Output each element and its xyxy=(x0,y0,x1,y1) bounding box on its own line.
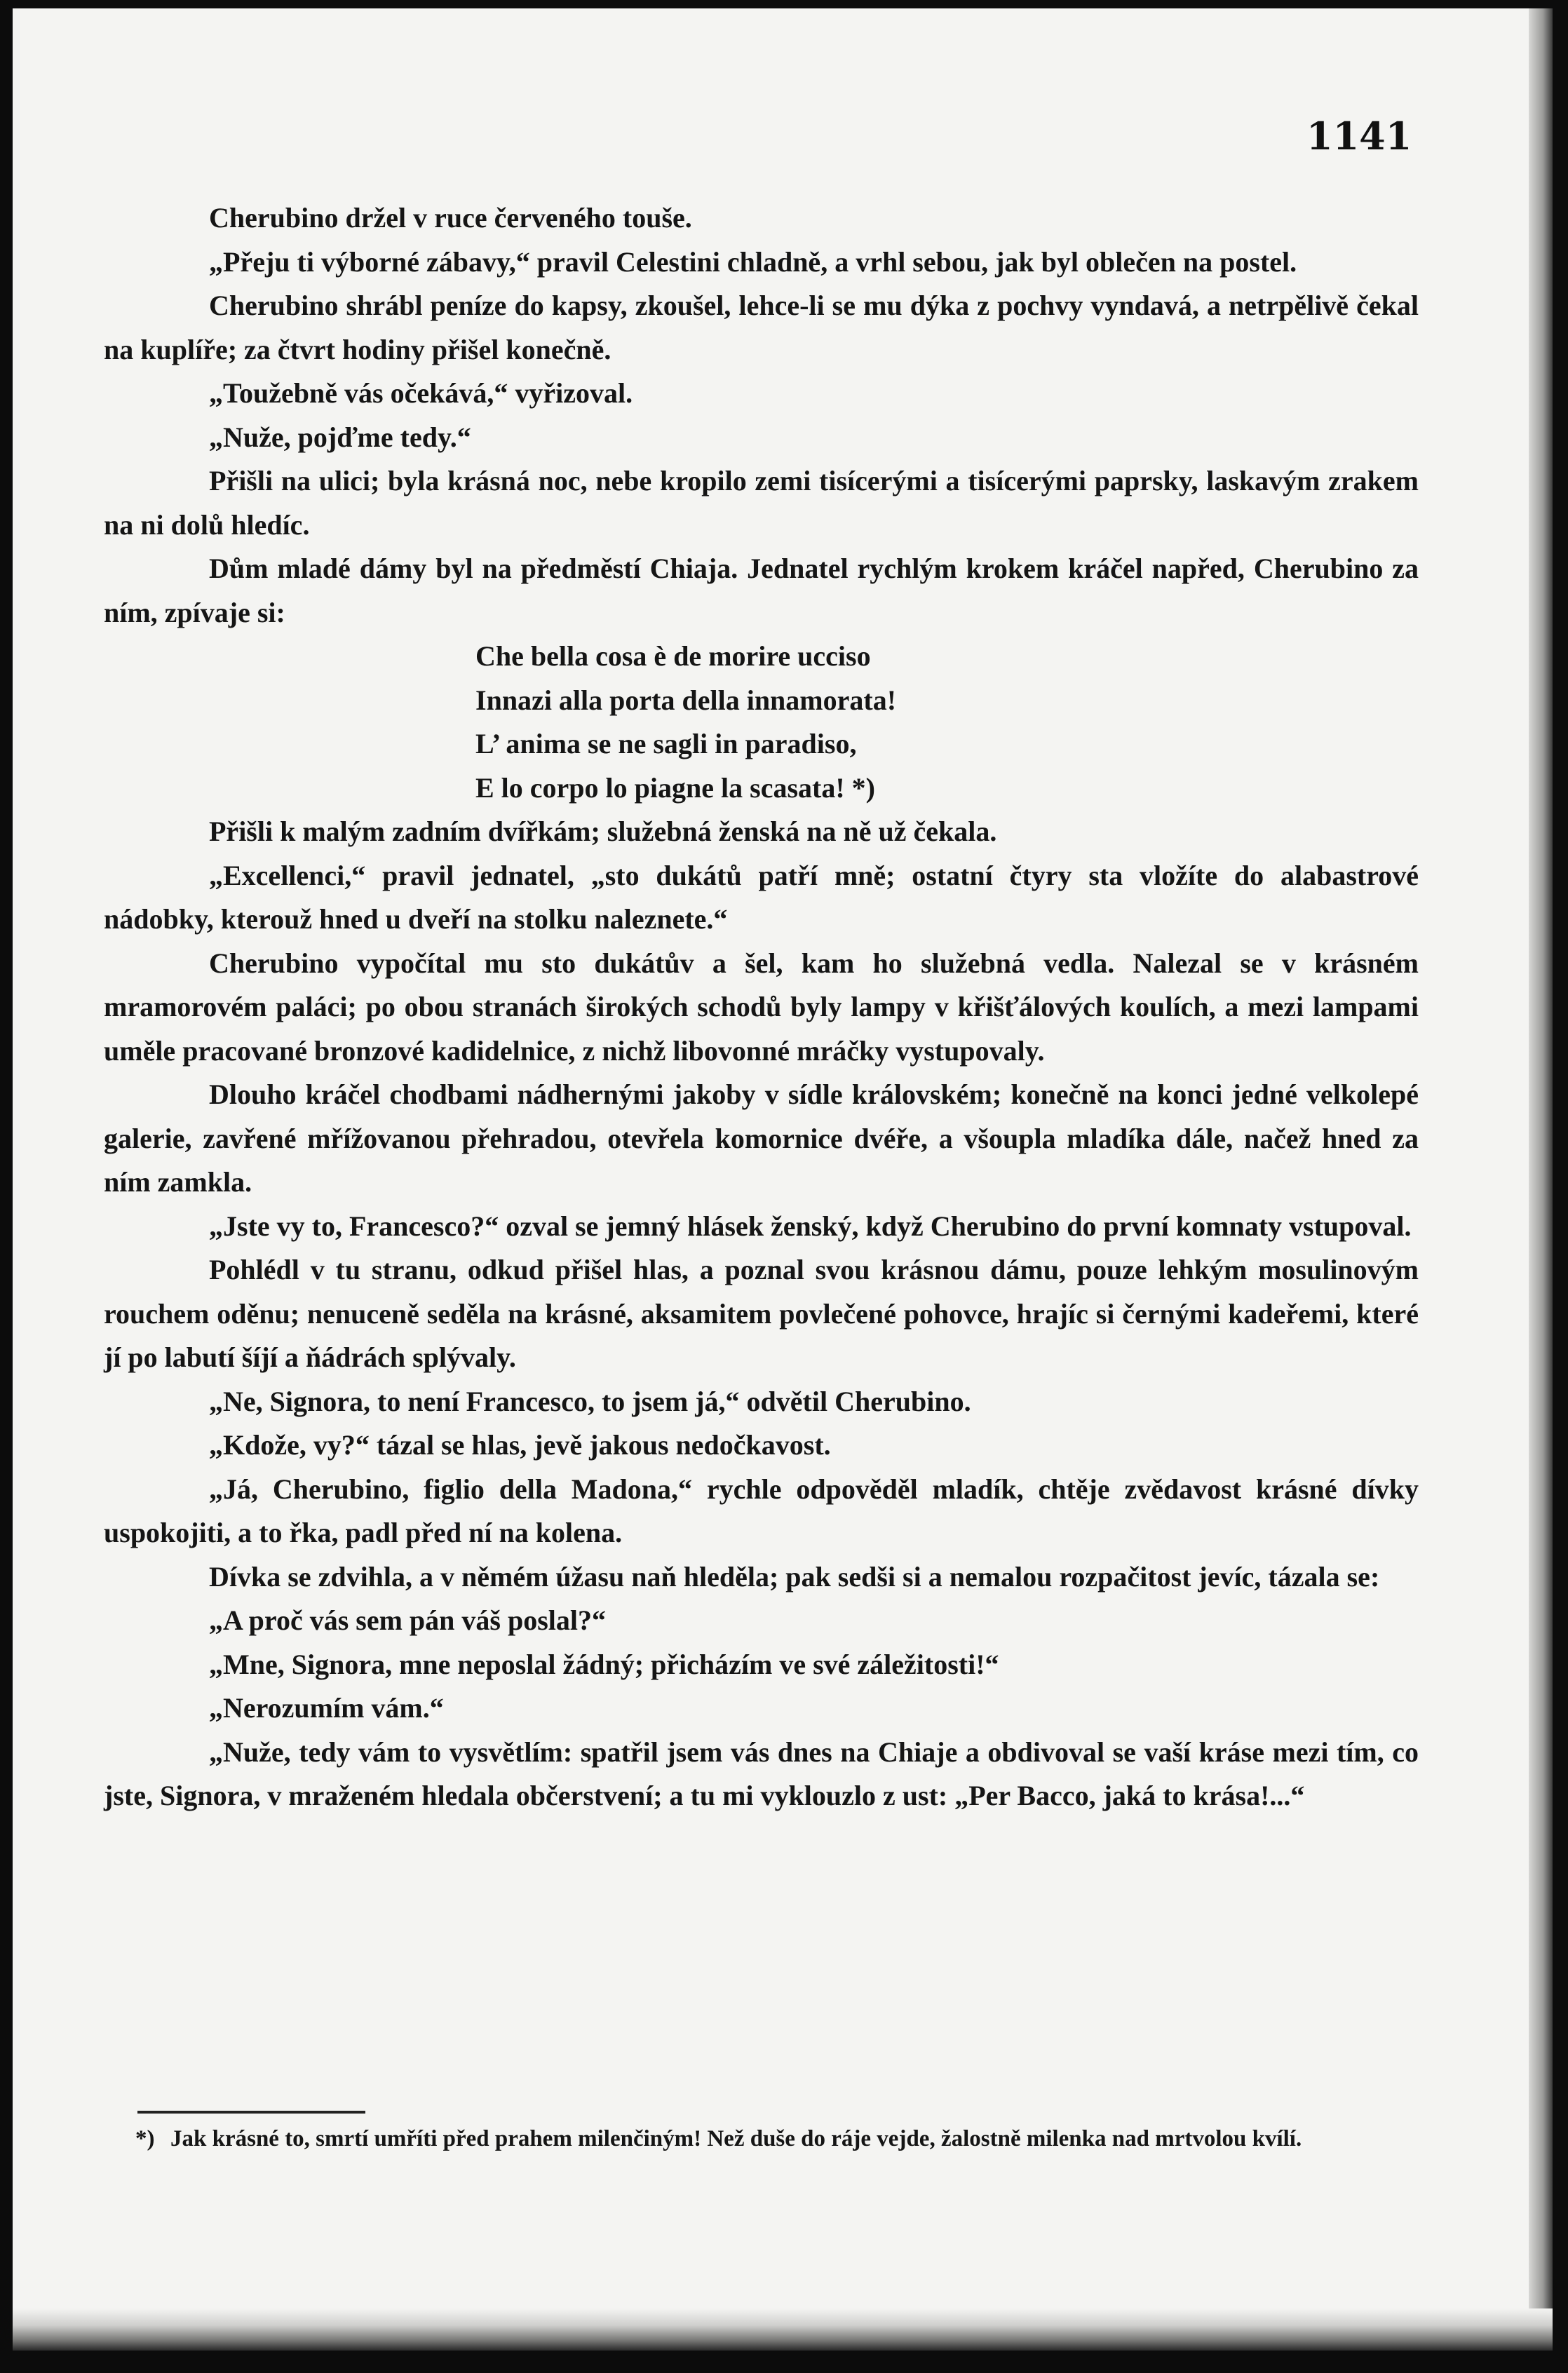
paragraph: „Toužebně vás očekává,“ vyřizoval. xyxy=(209,377,633,409)
paragraph: Cherubino shrábl peníze do kapsy, zkoušel, lehce-li se mu dýka z pochvy vyndavá, a netrpělivě čekal na kuplíře; za čtvrt hodiny přišel konečně. xyxy=(104,290,1419,365)
paragraph: „Mne, Signora, mne neposlal žádný; přicházím ve své záležitosti!“ xyxy=(209,1648,999,1680)
book-page xyxy=(13,8,1553,2351)
verse-block xyxy=(104,635,1419,810)
paragraph: Dlouho kráčel chodbami nádhernými jakoby v sídle královském; konečně na konci jedné velkolepé galerie, zavřené mřížovanou přehradou, otevřela komornice dvéře, a všoupla mladíka dále, načež hned za ním zamkla. xyxy=(104,1079,1419,1198)
verse-line: E lo corpo lo piagne la scasata! *) xyxy=(475,771,875,804)
page-edge-shadow xyxy=(1529,8,1553,2351)
paragraph: Pohlédl v tu stranu, odkud přišel hlas, a poznal svou krásnou dámu, pouze lehkým mosulinovým rouchem oděnu; nenuceně seděla na krásné, aksamitem povlečené pohovce, hrajíc si černými kadeřemi, které jí po labutí šíjí a ňádrách splývaly. xyxy=(104,1254,1419,1373)
paragraph: Přišli na ulici; byla krásná noc, nebe kropilo zemi tisícerými a tisícerými paprsky, laskavým zrakem na ni dolů hledíc. xyxy=(104,465,1419,541)
paragraph: „Já, Cherubino, figlio della Madona,“ rychle odpověděl mladík, chtěje zvědavost krásné dívky uspokojiti, a to řka, padl před ní na kolena. xyxy=(104,1473,1419,1548)
paragraph: „Nuže, pojďme tedy.“ xyxy=(209,421,471,453)
footnote xyxy=(135,2121,1433,2157)
page-number: 1141 xyxy=(1306,114,1412,158)
page-bottom-shadow xyxy=(13,2308,1553,2351)
verse-line: Che bella cosa è de morire ucciso xyxy=(475,640,871,672)
paragraph: „Excellenci,“ pravil jednatel, „sto dukátů patří mně; ostatní čtyry sta vložíte do alabastrové nádobky, kterouž hned u dveří na stolku naleznete.“ xyxy=(104,859,1419,935)
paragraph: „Nerozumím vám.“ xyxy=(209,1692,444,1724)
paragraph: Dívka se zdvihla, a v němém úžasu naň hleděla; pak sedši si a nemalou rozpačitost jevíc, tázala se: xyxy=(209,1560,1380,1593)
paragraph: „A proč vás sem pán váš poslal?“ xyxy=(209,1604,607,1636)
paragraph: „Ne, Signora, to není Francesco, to jsem já,“ odvětil Cherubino. xyxy=(209,1385,971,1417)
paragraph: „Přeju ti výborné zábavy,“ pravil Celestini chladně, a vrhl sebou, jak byl oblečen na postel. xyxy=(209,245,1297,278)
body-text xyxy=(104,196,1419,1818)
paragraph: „Kdože, vy?“ tázal se hlas, jevě jakous nedočkavost. xyxy=(209,1429,831,1461)
paragraph: „Nuže, tedy vám to vysvětlím: spatřil jsem vás dnes na Chiaje a obdivoval se vaší kráse mezi tím, co jste, Signora, v mraženém hledala občerstvení; a tu mi vyklouzlo z ust: „Per Bacco, jaká to krása!...“ xyxy=(104,1736,1419,1811)
paragraph: Cherubino vypočítal mu sto dukátův a šel, kam ho služebná vedla. Nalezal se v krásném mramorovém paláci; po obou stranách širokých schodů byly lampy v křišťálových koulích, a mezi lampami uměle pracované bronzové kadidelnice, z nichž libovonné mráčky vystupovaly. xyxy=(104,947,1419,1067)
footnote-mark: *) xyxy=(135,2126,155,2151)
verse-line: L’ anima se ne sagli in paradiso, xyxy=(475,728,857,759)
footnote-divider xyxy=(137,2111,365,2114)
footnote-text: Jak krásné to, smrtí umříti před prahem milenčiným! Než duše do ráje vejde, žalostně milenka nad mrtvolou kvílí. xyxy=(170,2126,1302,2151)
paragraph: Cherubino držel v ruce červeného touše. xyxy=(209,202,692,234)
verse-line: Innazi alla porta della innamorata! xyxy=(475,684,897,716)
paragraph: „Jste vy to, Francesco?“ ozval se jemný hlásek ženský, když Cherubino do první komnaty vstupoval. xyxy=(209,1210,1412,1242)
paragraph: Dům mladé dámy byl na předměstí Chiaja. Jednatel rychlým krokem kráčel napřed, Cherubino za ním, zpívaje si: xyxy=(104,553,1419,628)
paragraph: Přišli k malým zadním dvířkám; služebná ženská na ně už čekala. xyxy=(209,816,997,847)
